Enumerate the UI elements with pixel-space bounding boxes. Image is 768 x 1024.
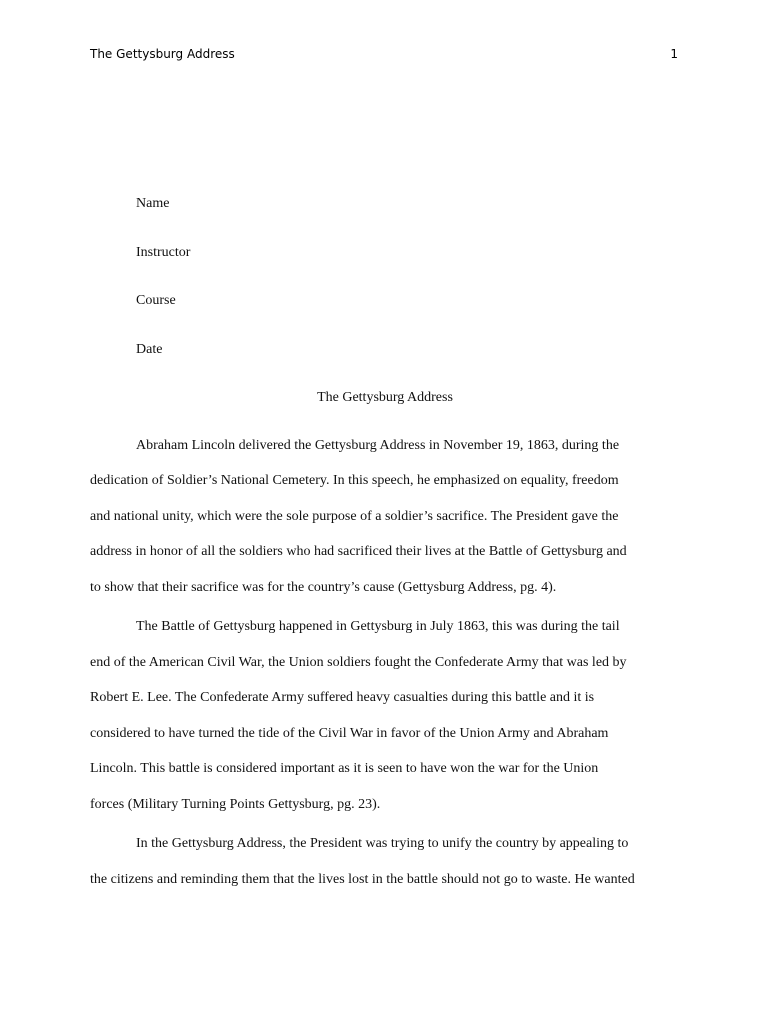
paragraph-line: Abraham Lincoln delivered the Gettysburg Address in November 19, 1863, during the (136, 437, 620, 453)
meta-name: Name (136, 196, 170, 211)
page-number: 1 (670, 47, 678, 61)
paragraph-2 (90, 609, 680, 822)
paragraph-line: forces (Military Turning Points Gettysburg, pg. 23). (90, 796, 381, 812)
paragraph-line: and national unity, which were the sole purpose of a soldier’s sacrifice. The President gave the (90, 508, 619, 524)
document-body (90, 186, 680, 901)
paragraph-line: the citizens and reminding them that the lives lost in the battle should not go to waste. He wanted (90, 871, 635, 887)
paragraph-line: considered to have turned the tide of the Civil War in favor of the Union Army and Abraham (90, 725, 609, 741)
paragraph-line: The Battle of Gettysburg happened in Gettysburg in July 1863, this was during the tail (136, 619, 620, 634)
paragraph-1 (90, 428, 680, 606)
meta-date: Date (136, 341, 163, 357)
running-head: The Gettysburg Address (90, 47, 235, 61)
meta-course: Course (136, 293, 176, 308)
paragraph-line: dedication of Soldier’s National Cemetery. In this speech, he emphasized on equality, freedom (90, 473, 619, 488)
paragraph-line: end of the American Civil War, the Union soldiers fought the Confederate Army that was led by (90, 654, 627, 670)
paragraph-line: to show that their sacrifice was for the country’s cause (Gettysburg Address, pg. 4). (90, 579, 557, 595)
meta-instructor: Instructor (136, 244, 191, 260)
paragraph-3 (90, 826, 680, 897)
paragraph-line: Lincoln. This battle is considered important as it is seen to have won the war for the Union (90, 761, 599, 776)
paragraph-line: In the Gettysburg Address, the President was trying to unify the country by appealing to (136, 836, 629, 851)
paragraph-line: Robert E. Lee. The Confederate Army suffered heavy casualties during this battle and it is (90, 690, 595, 705)
document-title: The Gettysburg Address (317, 390, 453, 405)
paragraph-line: address in honor of all the soldiers who had sacrificed their lives at the Battle of Gettysburg and (90, 544, 627, 559)
